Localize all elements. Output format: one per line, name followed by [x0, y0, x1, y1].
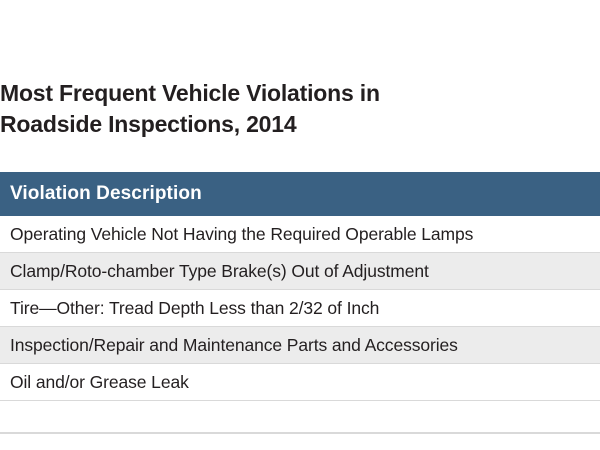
- table-header-row: [0, 172, 600, 216]
- column-header-violation-description: Violation Description: [10, 183, 202, 204]
- page-title-line-1: Most Frequent Vehicle Violations in: [0, 80, 380, 106]
- table-cell-violation-description: Clamp/Roto-chamber Type Brake(s) Out of Adjustment: [10, 260, 429, 281]
- table-row: [0, 364, 600, 401]
- page-title-line-2: Roadside Inspections, 2014: [0, 111, 297, 137]
- violations-table: [0, 172, 600, 401]
- table-cell-violation-description: Tire—Other: Tread Depth Less than 2/32 of Inch: [10, 297, 380, 318]
- table-row: [0, 253, 600, 290]
- table-cell-violation-description: Oil and/or Grease Leak: [10, 371, 189, 392]
- table-cell-violation-description: Inspection/Repair and Maintenance Parts and Accessories: [10, 334, 458, 355]
- bottom-divider: [0, 432, 600, 434]
- table-row: [0, 216, 600, 253]
- table-cell-violation-description: Operating Vehicle Not Having the Required Operable Lamps: [10, 223, 474, 244]
- page-title: [0, 78, 600, 140]
- table-row: [0, 290, 600, 327]
- table-row: [0, 327, 600, 364]
